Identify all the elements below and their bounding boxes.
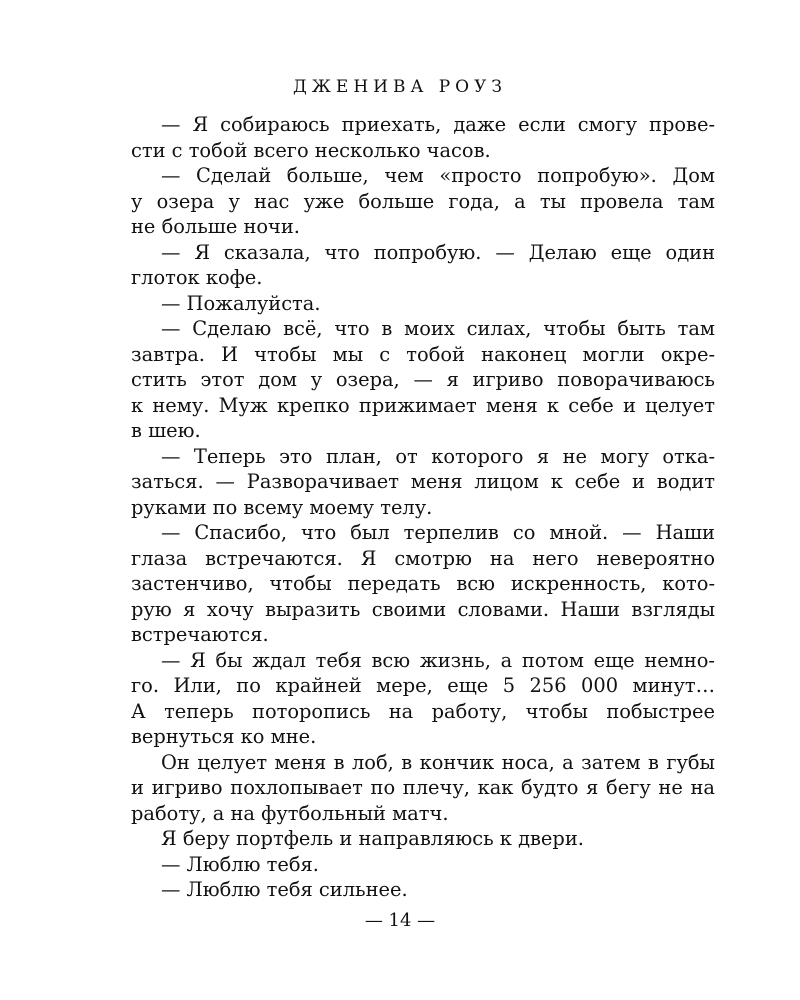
text-line: — Теперь это план, от которого я не могу отка- [161, 444, 715, 468]
page-number: — 14 — [364, 910, 436, 931]
text-line: сти с тобой всего несколько часов. [131, 138, 491, 162]
text-line: глаза встречаются. Я смотрю на него невероятно [131, 546, 715, 570]
text-line: рую я хочу выразить своими словами. Наши взгляды [131, 597, 715, 621]
text-line: глоток кофе. [131, 266, 263, 289]
text-line: — Я бы ждал тебя всю жизнь, а потом еще немно- [161, 648, 715, 672]
text-line: — Сделай больше, чем «просто попробую». Дом [161, 164, 715, 187]
body-text [131, 112, 715, 903]
text-line: завтра. И чтобы мы с тобой наконец могли окре- [131, 342, 715, 366]
text-line: — Я собираюсь приехать, даже если смогу прове- [161, 113, 715, 136]
text-line: стить этот дом у озера, — я игриво поворачиваюсь [131, 368, 715, 391]
text-line: — Пожалуйста. [161, 291, 321, 315]
text-line: заться. — Разворачивает меня лицом к себе и водит [131, 470, 715, 493]
text-line: в шею. [131, 419, 201, 442]
text-line: — Сделаю всё, что в моих силах, чтобы быть там [161, 317, 715, 340]
text-line: вернуться ко мне. [131, 725, 317, 748]
text-line: Он целует меня в лоб, в кончик носа, а затем в губы [161, 750, 715, 774]
text-line: Я беру портфель и направляюсь к двери. [161, 827, 584, 850]
text-line: не больше ночи. [131, 215, 300, 238]
text-line: и игриво похлопывает по плечу, как будто я бегу не на [131, 776, 715, 799]
text-line: — Люблю тебя сильнее. [161, 878, 408, 901]
text-line: го. Или, по крайней мере, еще 5 256 000 минут… [131, 674, 715, 697]
running-head: ДЖЕНИВА РОУЗ [292, 77, 507, 97]
text-line: А теперь поторопись на работу, чтобы побыстрее [131, 699, 715, 723]
text-line: застенчиво, чтобы передать всю искренность, кото- [131, 572, 715, 595]
text-line: — Люблю тебя. [161, 852, 319, 876]
text-line: у озера у нас уже больше года, а ты провела там [131, 189, 715, 213]
text-line: встречаются. [131, 623, 269, 646]
text-line: работу, а на футбольный матч. [131, 801, 449, 825]
text-line: — Спасибо, что был терпелив со мной. — Наши [161, 521, 715, 544]
text-line: к нему. Муж крепко прижимает меня к себе и целует [131, 393, 715, 417]
text-line: — Я сказала, что попробую. — Делаю еще один [161, 240, 715, 264]
text-line: руками по всему моему телу. [131, 495, 433, 519]
